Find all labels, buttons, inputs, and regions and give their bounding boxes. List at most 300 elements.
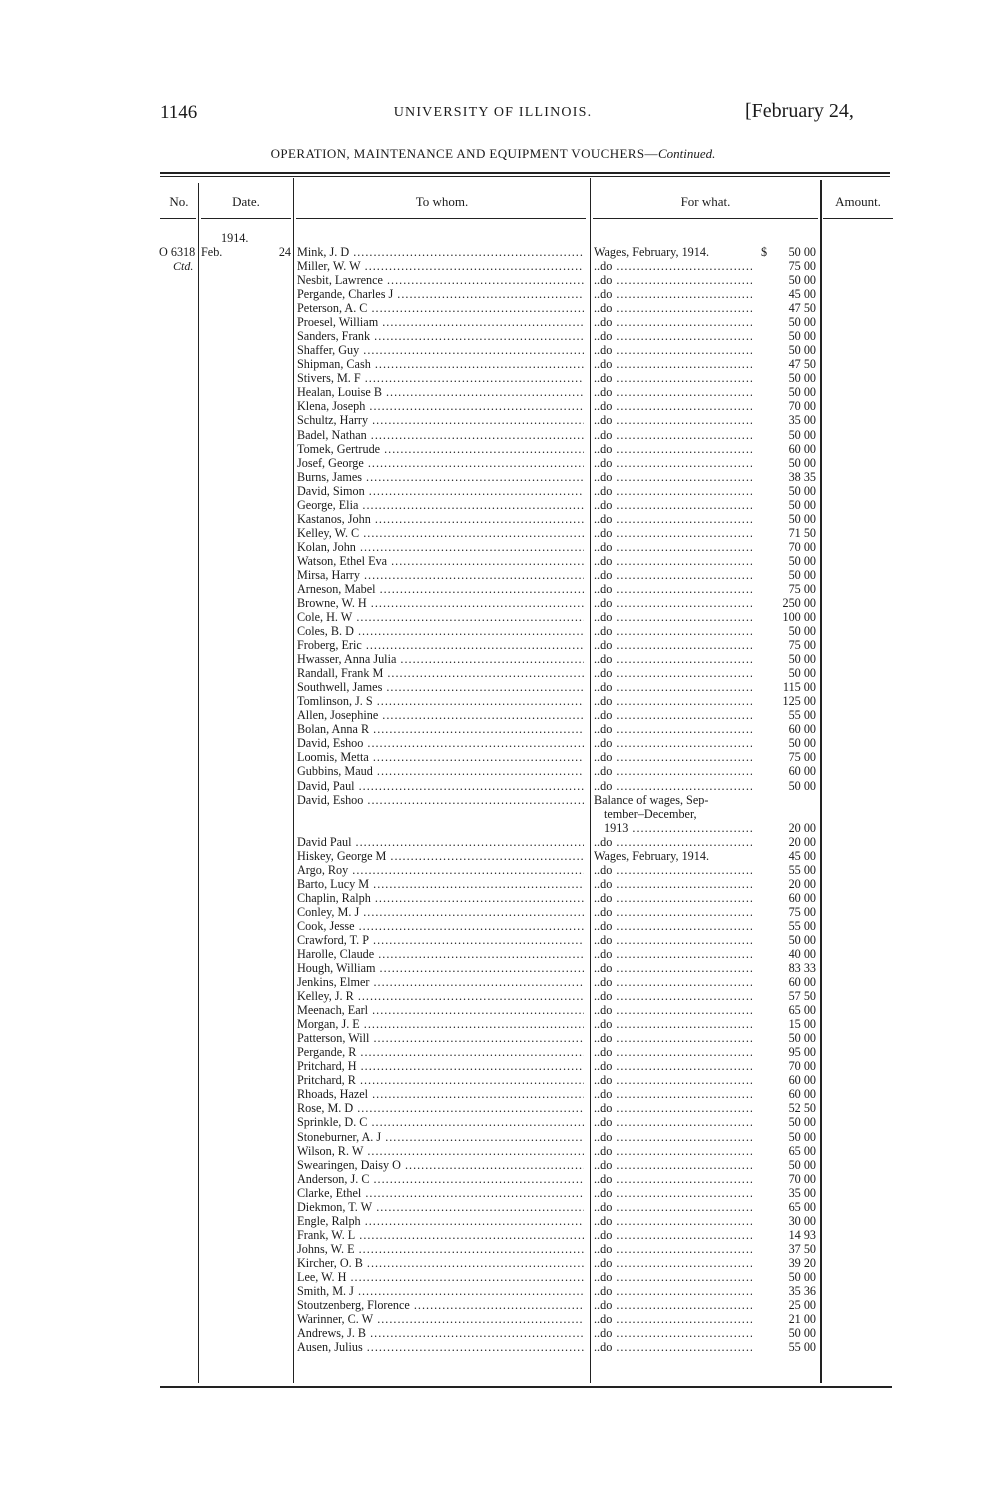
row-name: Loomis, Metta .....: [297, 750, 584, 764]
row-for-what: ..do .....: [594, 694, 752, 708]
row-for-what: Wages, February, 1914.: [594, 848, 709, 863]
table-row: [0, 1312, 986, 1326]
row-for-what: ..do .....: [594, 652, 752, 666]
row-for-what: ..do .....: [594, 1242, 752, 1256]
table-row: [0, 498, 986, 512]
row-for-what: ..do .....: [594, 1256, 752, 1270]
row-name: David, Paul .....: [297, 779, 584, 793]
row-name: David Paul .....: [297, 835, 584, 849]
row-amount: 60 00: [788, 764, 816, 779]
row-amount: 60 00: [788, 890, 816, 905]
table-row: [0, 1087, 986, 1101]
row-amount: 47 50: [788, 301, 816, 316]
row-name: George, Elia .....: [297, 498, 584, 512]
row-for-what: ..do .....: [594, 680, 752, 694]
row-amount: 250 00: [782, 596, 816, 610]
row-name: Johns, W. E .....: [297, 1242, 584, 1256]
table-row: [0, 1073, 986, 1087]
row-name: Jenkins, Elmer .....: [297, 975, 584, 989]
row-name: Morgan, J. E .....: [297, 1017, 584, 1031]
row-name: David, Simon .....: [297, 484, 584, 498]
table-row: [0, 863, 986, 877]
table-row: [0, 919, 986, 933]
table-row: [0, 428, 986, 442]
row-amount: 60 00: [788, 975, 816, 990]
row-for-what: ..do .....: [594, 456, 752, 470]
date-year: 1914.: [221, 231, 249, 245]
table-row: [0, 287, 986, 301]
row-name: Watson, Ethel Eva .....: [297, 554, 584, 568]
table-row: [0, 357, 986, 371]
row-for-what: ..do .....: [594, 343, 752, 357]
row-amount: 55 00: [788, 708, 816, 723]
row-name: Conley, M. J .....: [297, 905, 584, 919]
table-row: [0, 933, 986, 947]
row-amount: 70 00: [788, 1059, 816, 1074]
table-row: [0, 1270, 986, 1284]
row-amount: 70 00: [788, 539, 816, 554]
column-header-no: No.: [169, 194, 189, 209]
row-amount: 35 00: [788, 413, 816, 428]
row-amount: 20 00: [788, 834, 816, 849]
table-row: [0, 1101, 986, 1115]
row-for-what: ..do .....: [594, 947, 752, 961]
row-amount: 71 50: [788, 525, 816, 540]
date-day: 24: [278, 245, 291, 259]
row-name: Pergande, Charles J .....: [297, 287, 584, 301]
row-name: Sanders, Frank .....: [297, 329, 584, 343]
row-name: Hiskey, George M .....: [297, 849, 584, 863]
row-name: Smith, M. J .....: [297, 1284, 584, 1298]
row-for-what-continued: tember–December,: [604, 806, 697, 821]
row-name: Coles, B. D .....: [297, 624, 584, 638]
table-row: [0, 273, 986, 287]
table-row: [0, 975, 986, 989]
row-for-what: ..do .....: [594, 1003, 752, 1017]
row-name: Diekmon, T. W .....: [297, 1200, 584, 1214]
row-for-what: ..do .....: [594, 1186, 752, 1200]
row-for-what: ..do .....: [594, 512, 752, 526]
row-amount: 55 00: [788, 918, 816, 933]
row-for-what: ..do .....: [594, 1087, 752, 1101]
row-name: Crawford, T. P .....: [297, 933, 584, 947]
row-name: David, Eshoo .....: [297, 793, 584, 807]
header-underline-name: [296, 218, 586, 219]
row-for-what: ..do .....: [594, 1144, 752, 1158]
row-amount: 50 00: [788, 497, 816, 512]
row-for-what: ..do .....: [594, 919, 752, 933]
row-amount: 50 00: [788, 553, 816, 568]
table-row: [0, 1242, 986, 1256]
row-amount: 52 50: [788, 1101, 816, 1116]
row-name: Badel, Nathan .....: [297, 428, 584, 442]
table-row: [0, 582, 986, 596]
row-name: Frank, W. L .....: [297, 1228, 584, 1242]
row-amount: 50 00: [788, 371, 816, 386]
row-for-what: ..do .....: [594, 385, 752, 399]
date-month: Feb.: [201, 245, 223, 259]
table-row: [0, 1059, 986, 1073]
row-amount: 75 00: [788, 638, 816, 653]
row-amount: 50 00: [788, 778, 816, 793]
row-for-what: ..do .....: [594, 1073, 752, 1087]
table-row: [0, 512, 986, 526]
table-row: [0, 1298, 986, 1312]
row-name: Warinner, C. W .....: [297, 1312, 584, 1326]
row-amount: 75 00: [788, 750, 816, 765]
row-name: Bolan, Anna R .....: [297, 722, 584, 736]
row-for-what: ..do .....: [594, 1130, 752, 1144]
row-for-what: ..do .....: [594, 736, 752, 750]
row-amount: 37 50: [788, 1241, 816, 1256]
row-amount: 100 00: [782, 610, 816, 625]
row-for-what: ..do .....: [594, 554, 752, 568]
table-row: [0, 1003, 986, 1017]
row-amount: 50 00: [788, 511, 816, 526]
table-row: [0, 456, 986, 470]
row-amount: 25 00: [788, 1298, 816, 1312]
row-for-what: ..do .....: [594, 1200, 752, 1214]
row-name: Andrews, J. B .....: [297, 1326, 584, 1340]
row-for-what: ..do .....: [594, 273, 752, 287]
row-for-what: Balance of wages, Sep-: [594, 792, 709, 807]
table-row: [0, 259, 986, 273]
row-for-what: ..do .....: [594, 399, 752, 413]
row-amount: 50 00: [788, 736, 816, 751]
row-amount: 15 00: [788, 1017, 816, 1032]
row-name: Shipman, Cash .....: [297, 357, 584, 371]
row-for-what: ..do .....: [594, 329, 752, 343]
row-name: Shaffer, Guy .....: [297, 343, 584, 357]
table-row: [0, 792, 986, 835]
row-name: Josef, George .....: [297, 456, 584, 470]
row-amount: 40 00: [788, 947, 816, 961]
row-name: Stivers, M. F .....: [297, 371, 584, 385]
header-underline-no: [160, 218, 196, 219]
row-name: Pritchard, H .....: [297, 1059, 584, 1073]
date-heading: [February 24,: [745, 100, 854, 122]
table-row: [0, 413, 986, 427]
row-amount: 115 00: [782, 680, 816, 695]
table-row: [0, 652, 986, 666]
section-title-continued: Continued.: [657, 146, 716, 161]
table-row: [0, 1031, 986, 1045]
row-name: Hough, William .....: [297, 961, 584, 975]
row-for-what: ..do .....: [594, 1312, 752, 1326]
table-row: [0, 1130, 986, 1144]
table-row: [0, 835, 986, 849]
row-for-what: ..do .....: [594, 975, 752, 989]
row-for-what: ..do .....: [594, 1340, 752, 1354]
row-name: Swearingen, Daisy O .....: [297, 1158, 584, 1172]
row-amount: 50 00: [788, 483, 816, 498]
row-for-what: ..do .....: [594, 666, 752, 680]
row-for-what: ..do .....: [594, 638, 752, 652]
row-amount: 35 00: [788, 1185, 816, 1200]
row-amount: 50 00: [788, 455, 816, 470]
row-for-what: ..do .....: [594, 413, 752, 427]
header-underline-amount: [823, 218, 893, 219]
row-name: Patterson, Will .....: [297, 1031, 584, 1045]
row-name: Cole, H. W .....: [297, 610, 584, 624]
table-row: [0, 722, 986, 736]
row-for-what: ..do .....: [594, 1228, 752, 1242]
row-name: Froberg, Eric .....: [297, 638, 584, 652]
row-amount: 95 00: [788, 1045, 816, 1060]
row-name: Kolan, John .....: [297, 540, 584, 554]
row-for-what: ..do .....: [594, 357, 752, 371]
table-row: [0, 694, 986, 708]
row-amount: 125 00: [782, 694, 816, 709]
row-amount: 75 00: [788, 259, 816, 274]
table-row: [0, 666, 986, 680]
table-row: [0, 385, 986, 399]
row-for-what: ..do .....: [594, 779, 752, 793]
row-for-what: ..do .....: [594, 1158, 752, 1172]
row-for-what: ..do .....: [594, 863, 752, 877]
table-row: [0, 849, 986, 863]
row-name: Kastanos, John .....: [297, 512, 584, 526]
row-amount: 50 00: [788, 652, 816, 667]
row-for-what: ..do .....: [594, 891, 752, 905]
header-underline-what: [593, 218, 818, 219]
row-for-what: ..do .....: [594, 484, 752, 498]
row-for-what: ..do .....: [594, 1017, 752, 1031]
row-amount: 20 00: [788, 876, 816, 891]
row-for-what: ..do .....: [594, 442, 752, 456]
row-name: Healan, Louise B .....: [297, 385, 584, 399]
row-name: Arneson, Mabel .....: [297, 582, 584, 596]
row-name: Allen, Josephine .....: [297, 708, 584, 722]
row-for-what: Wages, February, 1914.: [594, 245, 709, 259]
table-row: [0, 779, 986, 793]
row-for-what: ..do .....: [594, 540, 752, 554]
row-amount: 57 50: [788, 989, 816, 1004]
row-amount: 70 00: [788, 1171, 816, 1186]
row-for-what: ..do .....: [594, 1326, 752, 1340]
row-name: Barto, Lucy M .....: [297, 877, 584, 891]
row-for-what: ..do .....: [594, 315, 752, 329]
table-row: [0, 442, 986, 456]
row-for-what: ..do .....: [594, 1059, 752, 1073]
row-name: Kircher, O. B .....: [297, 1256, 584, 1270]
page-number: 1146: [160, 102, 198, 123]
row-name: Harolle, Claude .....: [297, 947, 584, 961]
row-name: Argo, Roy .....: [297, 863, 584, 877]
row-amount: 50 00: [788, 329, 816, 344]
row-for-what: ..do .....: [594, 301, 752, 315]
row-amount: 50 00: [788, 567, 816, 582]
row-for-what: ..do .....: [594, 582, 752, 596]
row-for-what: ..do .....: [594, 708, 752, 722]
row-for-what: ..do .....: [594, 961, 752, 975]
table-row: [0, 399, 986, 413]
table-row: [0, 877, 986, 891]
column-header-amount: Amount.: [835, 194, 881, 209]
row-name: Hwasser, Anna Julia .....: [297, 652, 584, 666]
row-amount: 60 00: [788, 722, 816, 737]
row-name: Tomek, Gertrude .....: [297, 442, 584, 456]
row-name: Burns, James .....: [297, 470, 584, 484]
row-for-what: ..do .....: [594, 750, 752, 764]
row-name: Schultz, Harry .....: [297, 413, 584, 427]
table-row: [0, 1228, 986, 1242]
table-row: [0, 680, 986, 694]
bottom-rule: [160, 1386, 892, 1388]
table-row: [0, 568, 986, 582]
table-row: [0, 708, 986, 722]
row-amount: 30 00: [788, 1213, 816, 1228]
row-name: Proesel, William .....: [297, 315, 584, 329]
row-amount: 55 00: [788, 862, 816, 877]
row-for-what: ..do .....: [594, 1101, 752, 1115]
row-for-what: ..do .....: [594, 1270, 752, 1284]
row-name: Rhoads, Hazel .....: [297, 1087, 584, 1101]
row-for-what: ..do .....: [594, 259, 752, 273]
row-for-what: ..do .....: [594, 498, 752, 512]
table-row: [0, 301, 986, 315]
row-amount: 60 00: [788, 1073, 816, 1088]
row-for-what: ..do .....: [594, 1284, 752, 1298]
row-for-what: ..do .....: [594, 835, 752, 849]
table-row: [0, 624, 986, 638]
row-for-what: ..do .....: [594, 1214, 752, 1228]
row-name: Kelley, J. R .....: [297, 989, 584, 1003]
table-row: [0, 1200, 986, 1214]
row-for-what: ..do .....: [594, 610, 752, 624]
row-amount: 50 00: [788, 1157, 816, 1172]
row-amount: 65 00: [788, 1003, 816, 1018]
row-amount: 50 00: [788, 1269, 816, 1284]
column-header-for-what: For what.: [680, 194, 731, 209]
row-amount: 35 36: [788, 1283, 816, 1298]
row-amount: 50 00: [788, 1326, 816, 1341]
section-title-text: OPERATION, MAINTENANCE AND EQUIPMENT VOUCHERS—: [270, 146, 658, 161]
table-row: [0, 1017, 986, 1031]
table-row: [0, 343, 986, 357]
row-amount: 50 00: [788, 624, 816, 639]
top-rule-thick: [160, 172, 890, 174]
row-for-what: ..do .....: [594, 624, 752, 638]
table-row: [0, 470, 986, 484]
row-name: Sprinkle, D. C .....: [297, 1115, 584, 1129]
row-amount: 50 00: [788, 1129, 816, 1144]
row-name: Ausen, Julius .....: [297, 1340, 584, 1354]
table-row: [0, 1158, 986, 1172]
table-row: [0, 1326, 986, 1340]
row-for-what: ..do .....: [594, 526, 752, 540]
dollar-sign: $: [761, 245, 768, 259]
row-name: Wilson, R. W .....: [297, 1144, 584, 1158]
row-for-what: ..do .....: [594, 989, 752, 1003]
row-amount: 55 00: [788, 1340, 816, 1355]
row-amount: 60 00: [788, 441, 816, 456]
row-amount: 65 00: [788, 1143, 816, 1158]
row-name: Klena, Joseph .....: [297, 399, 584, 413]
row-amount: 75 00: [788, 581, 816, 596]
voucher-continued: Ctd.: [173, 259, 194, 273]
column-header-date: Date.: [232, 194, 260, 209]
row-amount: 14 93: [788, 1227, 816, 1242]
table-row: [0, 596, 986, 610]
row-for-what: ..do .....: [594, 1298, 752, 1312]
row-name: Nesbit, Lawrence .....: [297, 273, 584, 287]
row-for-what: ..do .....: [594, 287, 752, 301]
row-name: Gubbins, Maud .....: [297, 764, 584, 778]
table-row: [0, 371, 986, 385]
row-for-what: ..do .....: [594, 596, 752, 610]
row-name: Tomlinson, J. S .....: [297, 694, 584, 708]
row-name: Stoutzenberg, Florence .....: [297, 1298, 584, 1312]
row-amount: 38 35: [788, 469, 816, 484]
table-row: [0, 1186, 986, 1200]
row-amount: 45 00: [788, 848, 816, 863]
row-for-what: ..do .....: [594, 1045, 752, 1059]
table-row: [0, 736, 986, 750]
row-amount: 50 00: [788, 245, 816, 259]
table-row: [0, 1256, 986, 1270]
row-name: David, Eshoo .....: [297, 736, 584, 750]
row-amount: 50 00: [788, 273, 816, 288]
row-name: Pergande, R .....: [297, 1045, 584, 1059]
table-row: [0, 1340, 986, 1354]
row-for-what: ..do .....: [594, 905, 752, 919]
table-row: [0, 989, 986, 1003]
row-name: Clarke, Ethel .....: [297, 1186, 584, 1200]
row-for-what: ..do .....: [594, 1115, 752, 1129]
row-amount: 50 00: [788, 343, 816, 358]
top-rule-thin: [160, 176, 890, 177]
column-header-to-whom: To whom.: [415, 194, 469, 209]
row-amount: 50 00: [788, 932, 816, 947]
row-amount: 50 00: [788, 385, 816, 400]
row-amount: 20 00: [788, 820, 816, 835]
table-row: [0, 1144, 986, 1158]
table-row: [0, 1284, 986, 1298]
row-name: Pritchard, R .....: [297, 1073, 584, 1087]
row-name: Engle, Ralph .....: [297, 1214, 584, 1228]
table-row: [0, 905, 986, 919]
table-row: [0, 638, 986, 652]
row-amount: 21 00: [788, 1312, 816, 1327]
row-for-what: ..do .....: [594, 371, 752, 385]
row-amount: 50 00: [788, 1031, 816, 1046]
row-for-what-continued: 1913 .....: [604, 821, 752, 835]
table-row: [0, 961, 986, 975]
row-for-what: ..do .....: [594, 877, 752, 891]
row-amount: 75 00: [788, 904, 816, 919]
row-name: Peterson, A. C .....: [297, 301, 584, 315]
row-amount: 83 33: [788, 961, 816, 976]
table-row: [0, 329, 986, 343]
header-underline-date: [201, 218, 291, 219]
row-name: Stoneburner, A. J .....: [297, 1130, 584, 1144]
table-row: [0, 526, 986, 540]
running-title: UNIVERSITY OF ILLINOIS.: [393, 105, 593, 120]
row-name: Randall, Frank M .....: [297, 666, 584, 680]
row-for-what: ..do .....: [594, 428, 752, 442]
row-amount: 60 00: [788, 1087, 816, 1102]
row-for-what: ..do .....: [594, 722, 752, 736]
row-amount: 50 00: [788, 427, 816, 442]
table-row: [0, 1115, 986, 1129]
section-title: [0, 146, 986, 162]
row-name: Rose, M. D .....: [297, 1101, 584, 1115]
table-row: [0, 540, 986, 554]
row-name: Southwell, James .....: [297, 680, 584, 694]
table-row: [0, 610, 986, 624]
table-row: [0, 1172, 986, 1186]
